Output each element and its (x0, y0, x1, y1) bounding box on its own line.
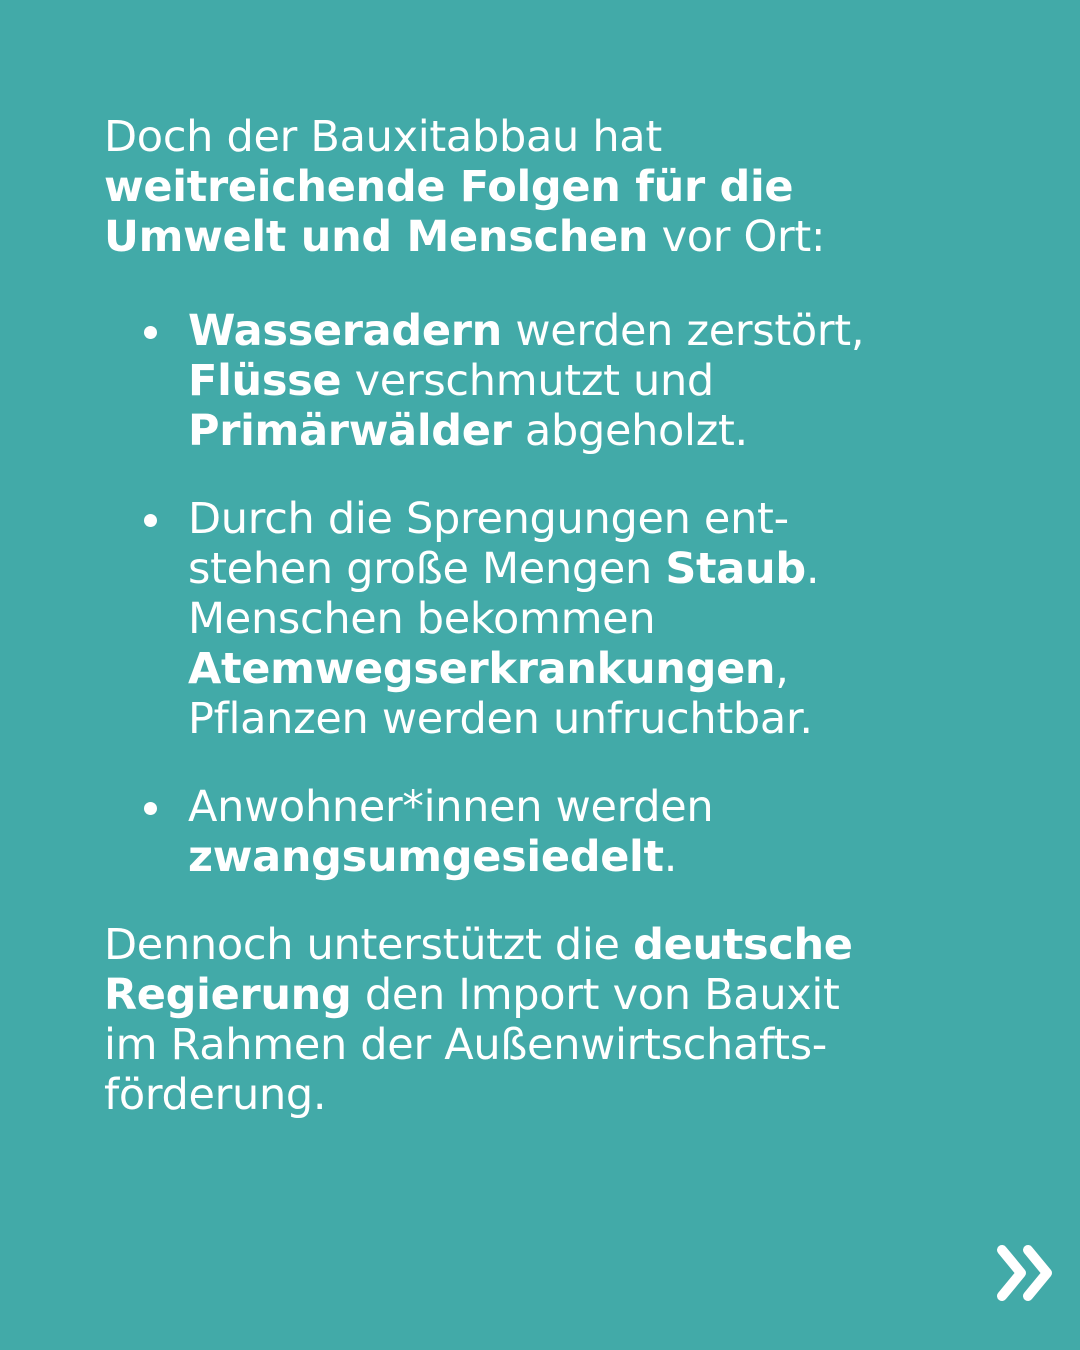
list-text: abgeholzt. (511, 406, 748, 456)
closing-text: förderung. (104, 1070, 327, 1120)
list-item-line (188, 494, 984, 544)
closing-paragraph (104, 920, 984, 1120)
closing-line (104, 920, 984, 970)
intro-line (104, 212, 984, 262)
keyword-atemwegserkrankungen: Atemwegserkrankungen (188, 644, 776, 694)
list-item-line (188, 694, 984, 744)
list-text: . (805, 544, 820, 594)
closing-text: Dennoch unterstützt die (104, 920, 634, 970)
list-item-resettlement (188, 782, 984, 882)
keyword-deutsche: deutsche (633, 920, 853, 970)
list-item-line (188, 356, 984, 406)
list-item-line (188, 594, 984, 644)
list-text: stehen große Mengen (188, 544, 666, 594)
keyword-wasseradern: Wasseradern (188, 306, 502, 356)
list-text: Menschen bekommen (188, 594, 656, 644)
intro-line (104, 162, 984, 212)
closing-line (104, 1020, 984, 1070)
keyword-fluesse: Flüsse (188, 356, 342, 406)
keyword-staub: Staub (665, 544, 806, 594)
list-item-line (188, 306, 984, 356)
keyword-primaerwaelder: Primärwälder (188, 406, 512, 456)
list-text: . (663, 832, 678, 882)
closing-line (104, 1070, 984, 1120)
closing-text: im Rahmen der Außenwirtschafts- (104, 1020, 828, 1070)
intro-text: Doch der Bauxitabbau hat (104, 112, 662, 162)
impact-list (104, 306, 984, 882)
intro-paragraph (104, 112, 984, 262)
list-text: Anwohner*innen werden (188, 782, 714, 832)
list-item-line (188, 544, 984, 594)
next-slide-button[interactable] (994, 1240, 1060, 1306)
intro-text: vor Ort: (648, 212, 826, 262)
list-item-line (188, 832, 984, 882)
list-text: , (775, 644, 789, 694)
main-content (104, 112, 984, 1120)
intro-line (104, 112, 984, 162)
list-text: werden zerstört, (501, 306, 865, 356)
keyword-regierung: Regierung (104, 970, 352, 1020)
list-item-line (188, 782, 984, 832)
list-text: Pflanzen werden unfruchtbar. (188, 694, 813, 744)
intro-emphasis: weitreichende Folgen für die (104, 162, 794, 212)
closing-text: den Import von Bauxit (351, 970, 840, 1020)
double-chevron-right-icon (994, 1240, 1060, 1306)
list-item-dust (188, 494, 984, 744)
list-item-line (188, 644, 984, 694)
list-text: Durch die Sprengungen ent- (188, 494, 789, 544)
closing-line (104, 970, 984, 1020)
list-item-water (188, 306, 984, 456)
list-item-line (188, 406, 984, 456)
list-text: verschmutzt und (341, 356, 714, 406)
intro-emphasis: Umwelt und Menschen (104, 212, 649, 262)
keyword-zwangsumgesiedelt: zwangsumgesiedelt (188, 832, 664, 882)
